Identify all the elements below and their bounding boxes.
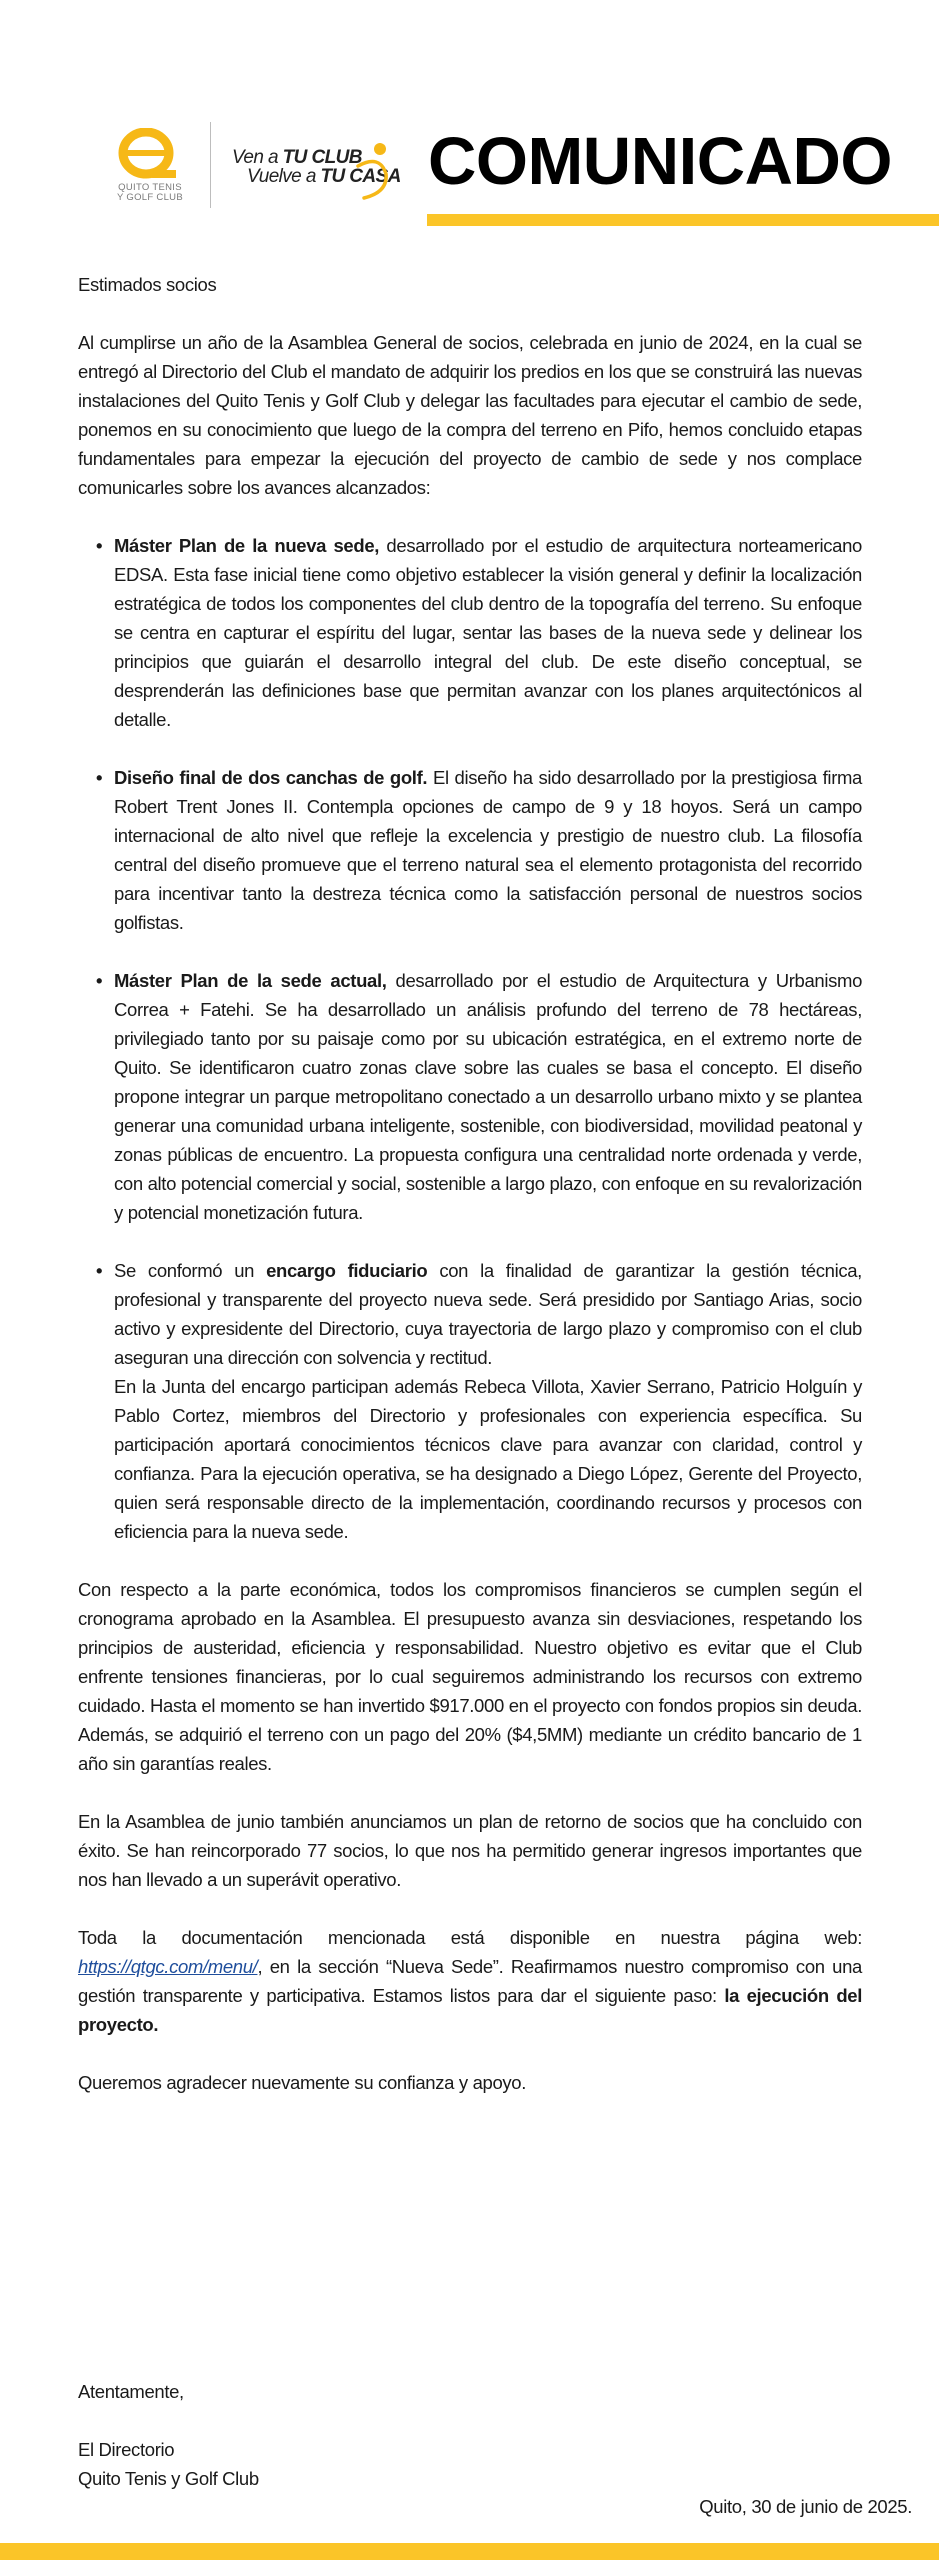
logo-line-2: Y GOLF CLUB [117, 192, 183, 203]
list-item [96, 1256, 862, 1546]
members-paragraph: En la Asamblea de junio también anunciamos un plan de retorno de socios que ha concluido con éxito. Se han reincorporado 77 socios, lo que nos ha permitido generar ingresos importantes que nos han llevado a un superávit operativo. [78, 1811, 862, 1890]
progress-list [78, 531, 862, 1546]
item-text: desarrollado por el estudio de Arquitectura y Urbanismo Correa + Fatehi. Se ha desarrollado un análisis profundo del terreno de 78 hectáreas, privilegiado tanto por su paisaje como por su ubicación estratégica, en el extremo norte de Quito. Se identificaron cuatro zonas clave sobre las cuales se basa el concepto. El diseño propone integrar un parque metropolitano conectado a un desarrollo urbano mixto y se plantea generar una comunidad urbana inteligente, sostenible, con biodiversidad, movilidad peatonal y zonas públicas de encuentro. La propuesta configura una centralidad norte ordenada y verde, con alto potencial comercial y social, sostenible a largo plazo, con enfoque en su revalorización y potencial monetización futura. [114, 970, 863, 1223]
item-extra-text: En la Junta del encargo participan además Rebeca Villota, Xavier Serrano, Patricio Holguín y Pablo Cortez, miembros del Directorio y profesionales con experiencia específica. Su participación aportará conocimientos técnicos clave para avanzar con claridad, control y confianza. Para la ejecución operativa, se ha designado a Diego López, Gerente del Proyecto, quien será responsable directo de la implementación, coordinando recursos y procesos con eficiencia para la nueva sede. [114, 1376, 862, 1542]
thanks-paragraph: Queremos agradecer nuevamente su confianza y apoyo. [78, 2072, 527, 2093]
closing: Atentamente, [78, 2381, 184, 2402]
bullet-icon: • [96, 1260, 103, 1281]
slogan-line-1-prefix: Ven a [232, 147, 283, 168]
docs-text-mid: , en la sección “Nueva Sede”. Reafirmamos nuestro compromiso con una gestión transparente y participativa. Estamos listos para dar el siguiente paso: [78, 1956, 862, 2006]
letter-date: Quito, 30 de junio de 2025. [699, 2496, 912, 2517]
docs-text-pre: Toda la documentación mencionada está disponible en nuestra página web: [78, 1927, 862, 1948]
letter-body [78, 270, 862, 2097]
page-title: COMUNICADO [428, 124, 892, 199]
bullet-icon: • [96, 767, 103, 788]
economic-paragraph: Con respecto a la parte económica, todos los compromisos financieros se cumplen según el cronograma aprobado en la Asamblea. El presupuesto avanza sin desviaciones, respetando los principios de austeridad, eficiencia y responsabilidad. Nuestro objetivo es evitar que el Club enfrente tensiones financieras, por lo cual seguiremos administrando los recursos con extremo cuidado. Hasta el momento se han invertido $917.000 en el proyecto con fondos propios sin deuda. Además, se adquirió el terreno con un pago del 20% ($4,5MM) mediante un crédito bancario de 1 año sin garantías reales. [78, 1579, 862, 1774]
logo-line-1: QUITO TENIS [118, 182, 182, 193]
signature-line-1: El Directorio [78, 2439, 175, 2460]
slogan-line-2-bold: TU CASA [320, 166, 401, 187]
website-link[interactable]: https://qtgc.com/menu/ [78, 1956, 258, 1977]
slogan-line-1-bold: TU CLUB [282, 147, 362, 168]
documentation-paragraph [78, 1923, 862, 2039]
docs-text-bold: la ejecución del proyecto. [78, 1985, 862, 2035]
item-pre: Se conformó un [114, 1260, 267, 1281]
swoosh-figure-icon [350, 140, 394, 202]
item-text: El diseño ha sido desarrollado por la prestigiosa firma Robert Trent Jones II. Contempla opciones de campo de 9 y 18 hoyos. Será un campo internacional de alto nivel que refleje la excelencia y prestigio de nuestro club. La filosofía central del diseño promueve que el terreno natural sea el elemento protagonista del recorrido para incentivar tanto la destreza técnica como la satisfacción personal de nuestros socios golfistas. [114, 767, 862, 933]
item-heading: Máster Plan de la nueva sede, [114, 535, 380, 556]
title-underline-bar [427, 214, 939, 226]
item-heading: Máster Plan de la sede actual, [114, 970, 387, 991]
greeting: Estimados socios [78, 274, 217, 295]
letterhead [0, 0, 939, 240]
item-text: con la finalidad de garantizar la gestión técnica, profesional y transparente del proyecto nueva sede. Será presidido por Santiago Arias, socio activo y expresidente del Directorio, cuya trayectoria de largo plazo y compromiso con el club aseguran una dirección con solvencia y rectitud. [114, 1260, 862, 1368]
bullet-icon: • [96, 535, 103, 556]
intro-paragraph: Al cumplirse un año de la Asamblea General de socios, celebrada en junio de 2024, en la cual se entregó al Directorio del Club el mandato de adquirir los predios en los que se construirá las nuevas instalaciones del Quito Tenis y Golf Club y delegar las facultades para ejecutar el cambio de sede, ponemos en su conocimiento que luego de la compra del terreno en Pifo, hemos concluido etapas fundamentales para empezar la ejecución del proyecto de cambio de sede y nos complace comunicarles sobre los avances alcanzados: [78, 332, 862, 498]
item-heading: Diseño final de dos canchas de golf. [114, 767, 428, 788]
item-text: desarrollado por el estudio de arquitectura norteamericano EDSA. Esta fase inicial tiene como objetivo establecer la visión general y definir la localización estratégica de todos los componentes del club dentro de la topografía del terreno. Su enfoque se centra en capturar el espíritu del lugar, sentar las bases de la nueva sede y delinear los principios que guiarán el desarrollo integral del club. De este diseño conceptual, se desprenderán las definiciones base que permitan avanzar con los planes arquitectónicos al detalle. [114, 535, 862, 730]
footer-bar [0, 2543, 939, 2560]
list-item [96, 966, 863, 1227]
bullet-icon: • [96, 970, 103, 991]
logo-divider [210, 122, 211, 208]
slogan-line-2-prefix: Vuelve a [247, 166, 321, 187]
club-logo-text [114, 183, 186, 203]
list-item [96, 531, 862, 734]
signature-line-2: Quito Tenis y Golf Club [78, 2468, 259, 2489]
item-heading: encargo fiduciario [266, 1260, 428, 1281]
club-logo-icon [118, 128, 178, 182]
list-item [96, 763, 862, 937]
signature [78, 2435, 259, 2493]
